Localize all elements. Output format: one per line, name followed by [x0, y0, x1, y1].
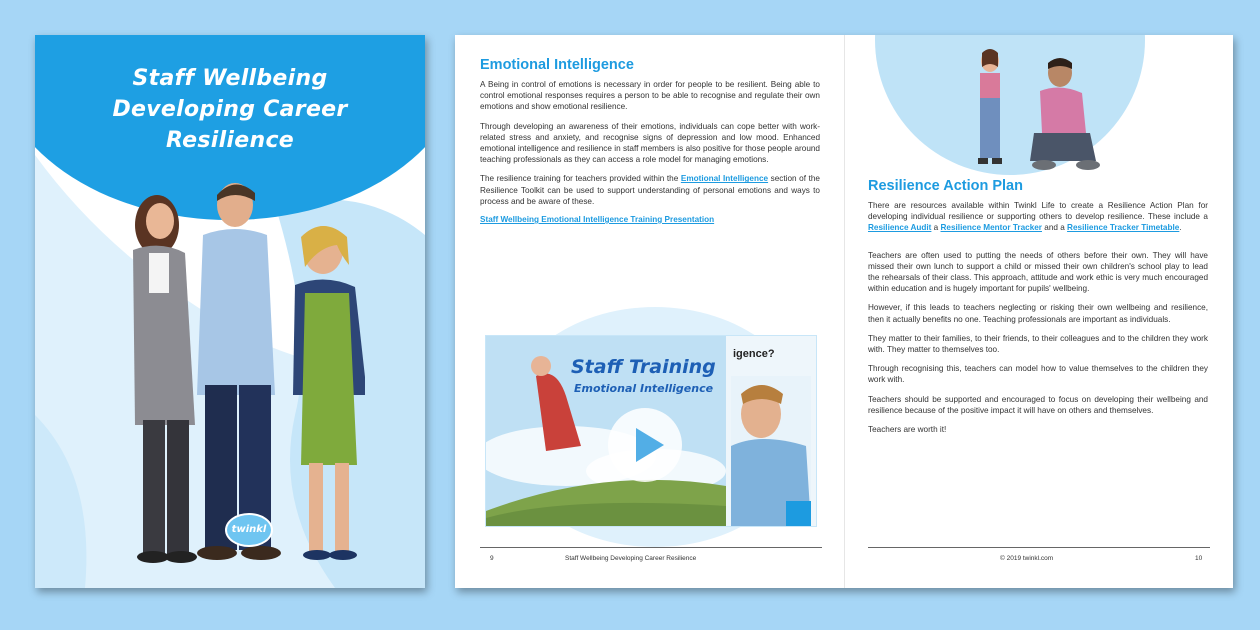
- cover-title-line-2: Developing Career: [112, 97, 348, 122]
- video-question-fragment: igence?: [733, 348, 775, 360]
- play-icon: [608, 408, 682, 482]
- resilience-audit-link[interactable]: Resilience Audit: [868, 223, 932, 233]
- video-subtitle: Emotional Intelligence: [574, 382, 714, 395]
- p3-text-before: The resilience training for teachers provided within the: [480, 174, 681, 184]
- rp1-text-before: There are resources available within Twinkl Life to create a Resilience Action Plan for developing individual resilience or supporting others to develop resilience. These include a: [868, 201, 1208, 222]
- right-paragraph-5: Through recognising this, teachers can model how to value themselves to the children they work with.: [868, 364, 1208, 385]
- right-footer-rule: [868, 547, 1210, 548]
- video-title: Staff Training: [571, 356, 716, 378]
- cover-title: [35, 63, 425, 156]
- training-video-thumbnail[interactable]: [485, 335, 817, 527]
- right-paragraph-7: Teachers are worth it!: [868, 425, 947, 435]
- left-page-number: 9: [490, 555, 494, 562]
- left-footer-rule: [480, 547, 822, 548]
- rp1-text-end: .: [1179, 223, 1182, 233]
- cover-page: [35, 35, 425, 588]
- p3-text-after: section of the Resilience Toolkit can be used to support understanding of personal emotions and ways to process and be aware of these.: [480, 174, 820, 206]
- left-paragraph-3: [480, 173, 820, 207]
- resilience-action-plan-heading: Resilience Action Plan: [868, 178, 1023, 194]
- left-page-content: [480, 57, 820, 224]
- right-paragraph-4: They matter to their families, to their friends, to their colleagues and to the children they work with. They matter to themselves too.: [868, 333, 1208, 355]
- child-figure: [978, 49, 1002, 164]
- right-page-content: [868, 178, 1208, 443]
- play-button[interactable]: [608, 408, 682, 482]
- right-paragraph-2: Teachers are often used to putting the needs of others before their own. They will have missed their own lunch to support a child or missed their own children's school play to lead the rehearsals of their class. This approach, attitude and work ethic is very much encouraged within education and is hugely important for pupils' wellbeing.: [868, 250, 1208, 294]
- woman-left-figure: [133, 195, 197, 563]
- resilience-mentor-tracker-link[interactable]: Resilience Mentor Tracker: [940, 223, 1042, 233]
- teacher-figure: [1030, 58, 1100, 170]
- teacher-child-illustration: [960, 43, 1120, 178]
- staff-illustration: [105, 175, 365, 565]
- woman-right-figure: [293, 226, 365, 560]
- training-presentation-link[interactable]: Staff Wellbeing Emotional Intelligence Training Presentation: [480, 215, 715, 225]
- right-paragraph-6: Teachers should be supported and encouraged to focus on developing their wellbeing and resilience because of the positive impact it will have on others and themselves.: [868, 394, 1208, 415]
- twinkl-logo-badge: twinkl: [225, 513, 273, 547]
- cover-title-line-1: Staff Wellbeing: [132, 66, 328, 91]
- page-fold-divider: [844, 35, 845, 588]
- left-paragraph-1: A Being in control of emotions is necessary in order for people to be resilient. Being able to control emotional responses requires a person to be able to recognise and regulate their own emotions and show emotional resilience.: [480, 80, 820, 112]
- resilience-tracker-timetable-link[interactable]: Resilience Tracker Timetable: [1067, 223, 1180, 233]
- inner-spread: [455, 35, 1233, 588]
- emotional-intelligence-link[interactable]: Emotional Intelligence: [680, 174, 769, 184]
- left-footer-title: Staff Wellbeing Developing Career Resilience: [565, 555, 697, 562]
- right-page-number: 10: [1195, 555, 1203, 562]
- right-paragraph-1: [868, 200, 1208, 234]
- rp1-text-mid2: and a: [1042, 223, 1068, 233]
- rp1-text-mid: a: [931, 223, 941, 233]
- footer-copyright: © 2019 twinkl.com: [1000, 555, 1054, 562]
- right-paragraph-3: However, if this leads to teachers neglecting or risking their own wellbeing and resilience, then it actually benefits no one. Teaching professionals are important as individuals.: [868, 303, 1208, 324]
- cover-title-line-3: Resilience: [165, 128, 295, 153]
- emotional-intelligence-heading: Emotional Intelligence: [480, 57, 634, 73]
- man-center-figure: [197, 183, 281, 560]
- left-paragraph-2: Through developing an awareness of their emotions, individuals can cope better with work-related stress and anxiety, and recognise signs of depression and low mood. Enhanced emotional intelligence and resilience in staff members is also positive for those people around teaching professionals as they can access a role model for managing emotions.: [480, 121, 820, 165]
